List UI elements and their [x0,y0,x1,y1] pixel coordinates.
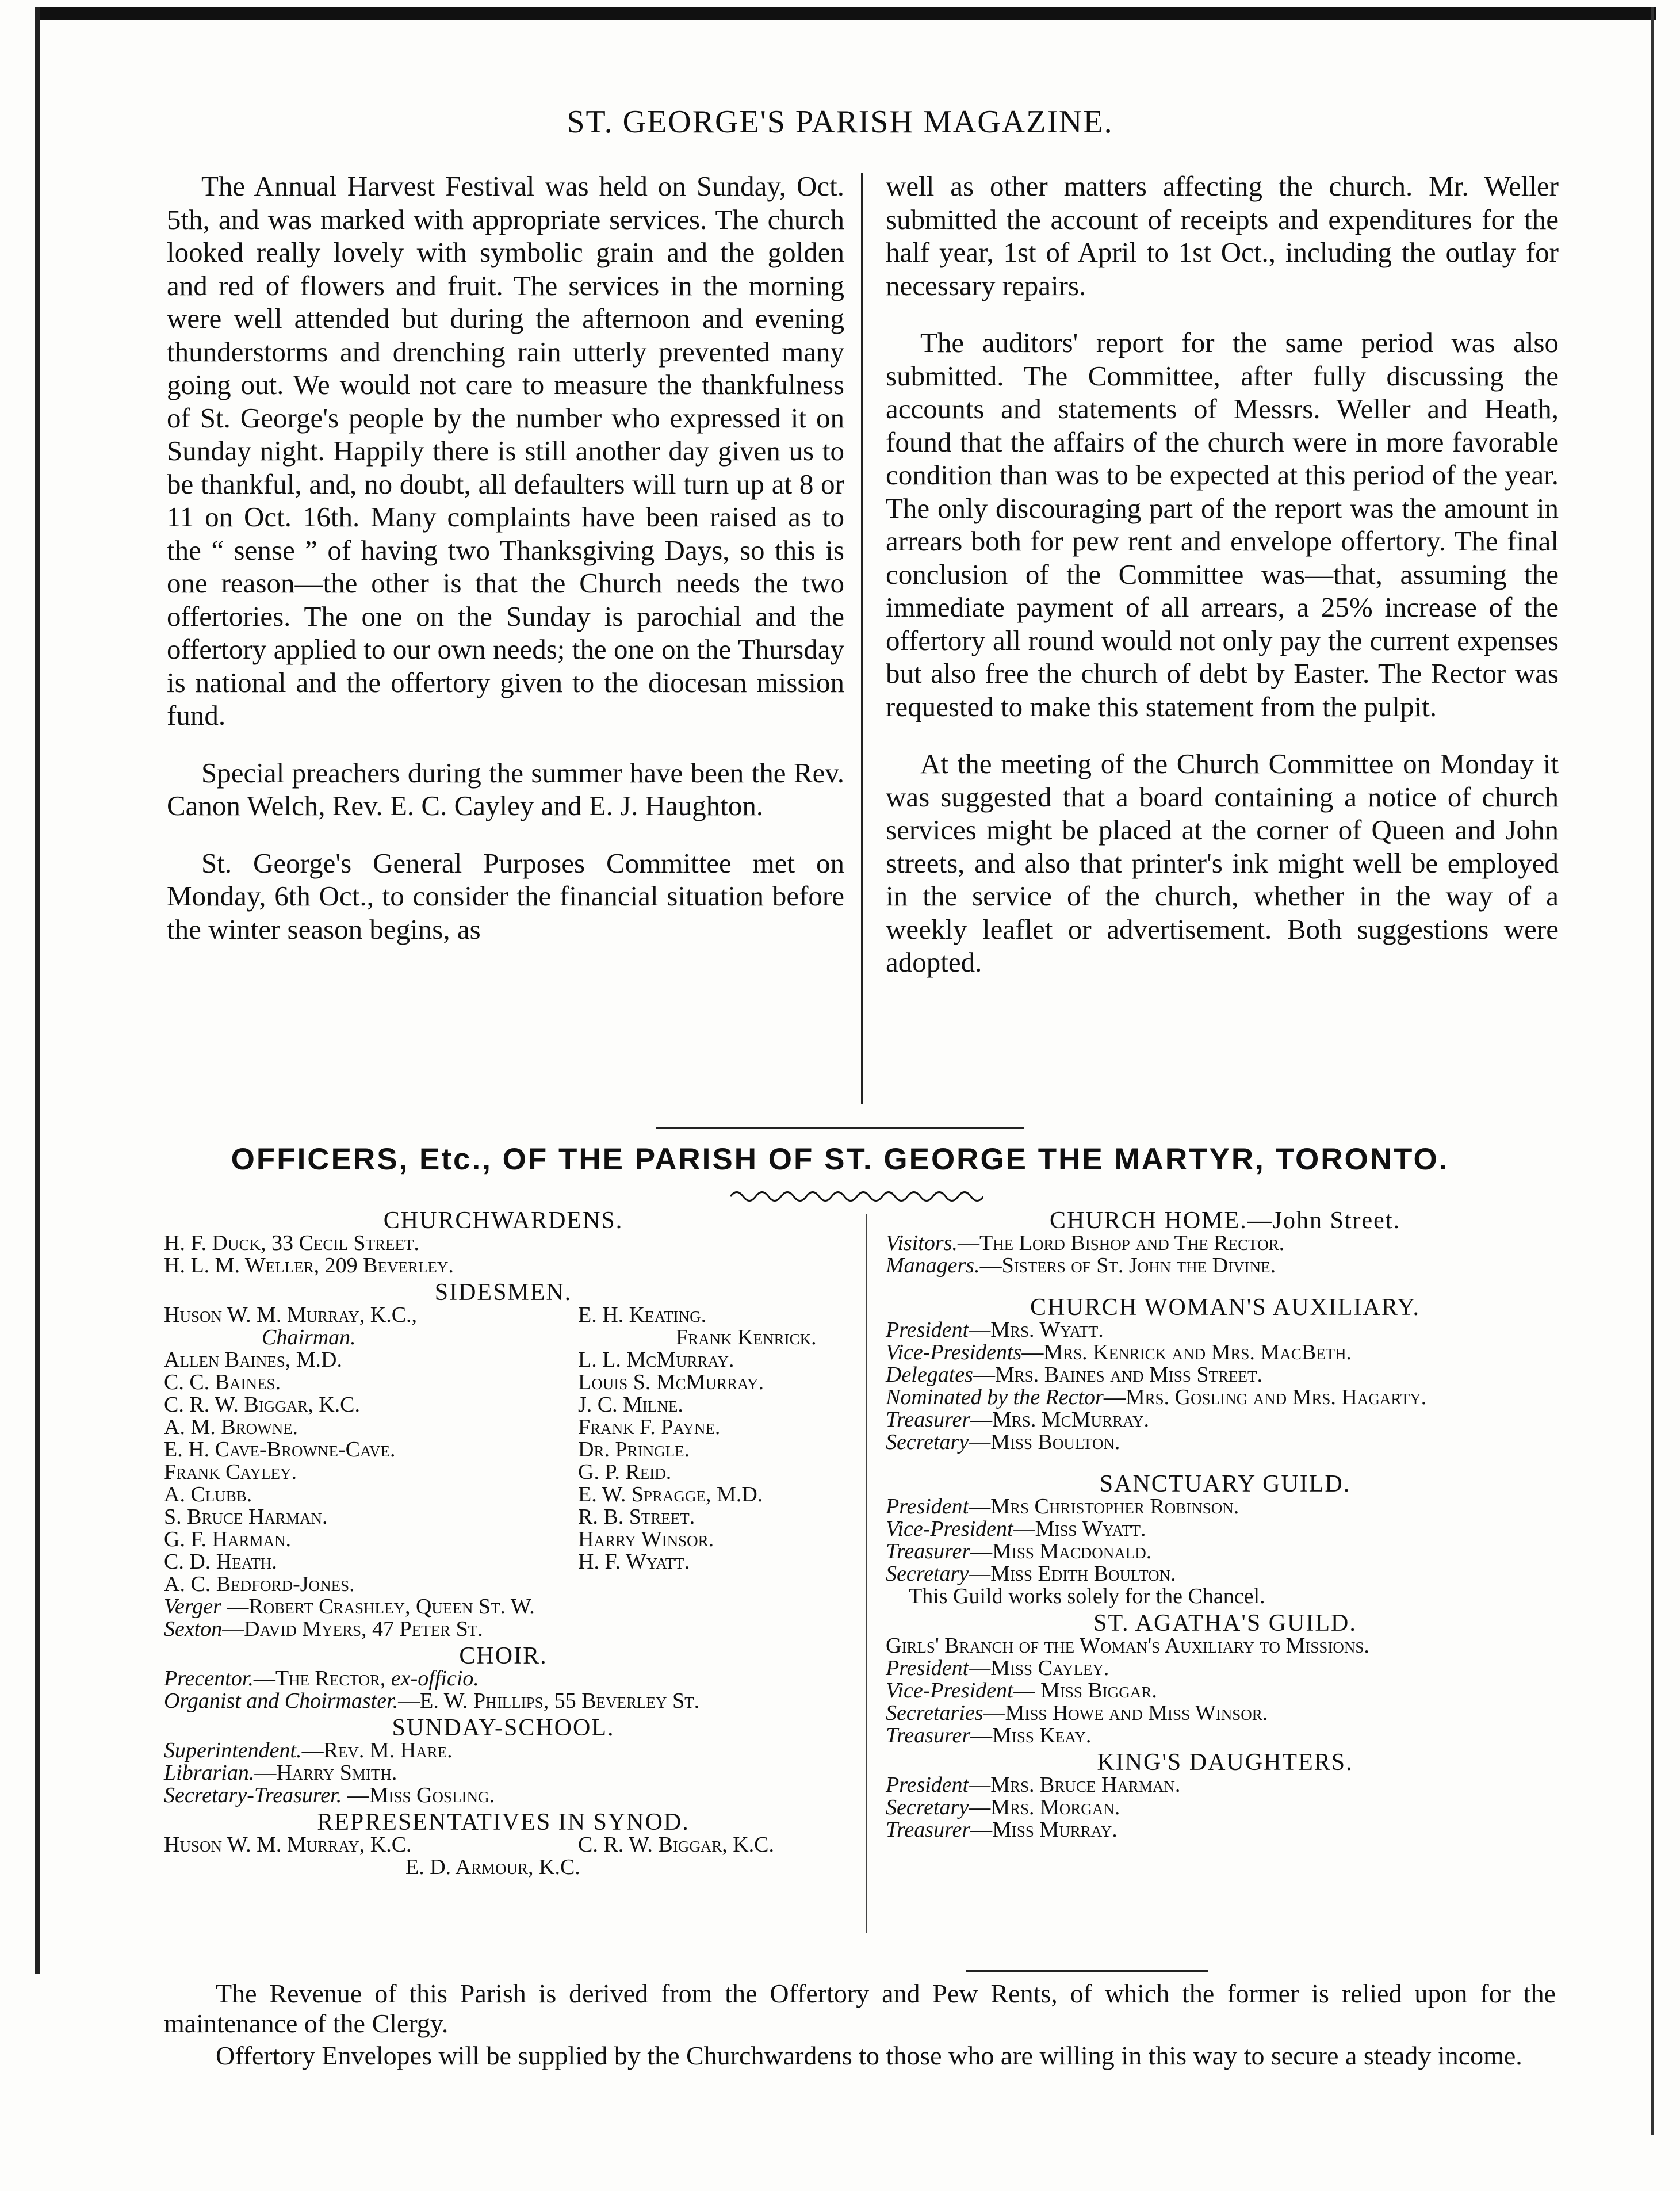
synod-member: E. D. Armour, K.C. [405,1855,580,1879]
sg-secretary-entry: Secretary—Miss Edith Boulton. [886,1562,1176,1586]
sidesman-name: H. F. Wyatt. [578,1550,690,1574]
envelopes-note: Offertory Envelopes will be supplied by the Churchwardens to those who are willing in this way to secure a steady income. [216,2041,1522,2070]
section-rule [656,1127,1024,1129]
st-agathas-subtitle: Girls' Branch of the Woman's Auxiliary to Missions. [886,1634,1369,1658]
sidesman-name: L. L. McMurray. [578,1348,734,1372]
sidesman-name: Frank Cayley. [164,1460,297,1484]
officers-section-title: OFFICERS, Etc., OF THE PARISH OF ST. GEORGE THE MARTYR, TORONTO. [231,1142,1449,1176]
organist-entry: Organist and Choirmaster.—E. W. Phillips, 55 Beverley St. [164,1689,700,1713]
wa-nominated-entry: Nominated by the Rector—Mrs. Gosling and Mrs. Hagarty. [886,1385,1427,1409]
sidesmen-row [164,1461,843,1483]
sidesman-name: Huson W. M. Murray, K.C., [164,1303,418,1327]
sexton-entry: Sexton—David Myers, 47 Peter St. [164,1617,483,1641]
kings-daughters-heading: KING'S DAUGHTERS. [1097,1749,1353,1776]
sidesman-name: Allen Baines, M.D. [164,1348,342,1372]
sidesman-name: C. C. Baines. [164,1370,281,1394]
right-border-rule [1651,7,1654,2135]
sg-president-entry: President—Mrs Christopher Robinson. [886,1494,1239,1519]
wa-treasurer-entry: Treasurer—Mrs. McMurray. [886,1408,1150,1432]
sidesman-name: Frank F. Payne. [578,1415,721,1439]
sidesman-name: A. M. Browne. [164,1415,299,1439]
synod-row [164,1834,843,1856]
sidesman-name: Louis S. McMurray. [578,1370,764,1394]
committee-meeting-paragraph: St. George's General Purposes Committee met on Monday, 6th Oct., to consider the financial situation before the winter season begins, as [167,847,844,945]
church-home-heading: CHURCH HOME.—John Street. [1049,1207,1400,1234]
top-border-rule [35,7,1656,20]
wa-secretary-entry: Secretary—Miss Boulton. [886,1430,1120,1454]
sanctuary-guild-note: This Guild works solely for the Chancel. [909,1584,1265,1608]
churchwarden-entry: H. F. Duck, 33 Cecil Street. [164,1231,419,1255]
sidesman-name: Dr. Pringle. [578,1437,690,1462]
officers-right-list [886,1205,1564,1841]
churchwarden-entry: H. L. M. Weller, 209 Beverley. [164,1253,454,1278]
managers-entry: Managers.—Sisters of St. John the Divine. [886,1253,1276,1278]
harvest-festival-paragraph: The Annual Harvest Festival was held on Sunday, Oct. 5th, and was marked with appropriate services. The church looked really lovely with symbolic grain and the golden and red of flowers and fruit. The services in the morning were well attended but during the afternoon and evening thunderstorms and drenching rain utterly prevented many going out. We would not care to measure the thankfulness of St. George's people by the number who expressed it on Sunday night. Happily there is still another day given us to be thankful, and, no doubt, all defaulters will turn up at 8 or 11 on Oct. 16th. Many complaints have been raised as to the “ sense ” of having two Thanksgiving Days, so this is one reason—the other is that the Church needs the two offertories. The one on the Sunday is parochial and the offertory applied to our own needs; the one on the Thursday is national and the offertory given to the diocesan mission fund. [167,170,844,731]
sag-treasurer-entry: Treasurer—Miss Keay. [886,1723,1092,1748]
wa-president-entry: President—Mrs. Wyatt. [886,1318,1104,1342]
sidesmen-row [164,1371,843,1394]
wavy-ornament [730,1188,983,1205]
sidesmen-row [164,1416,843,1439]
masthead-title: ST. GEORGE'S PARISH MAGAZINE. [567,104,1113,140]
sg-vice-president-entry: Vice-President—Miss Wyatt. [886,1517,1146,1541]
sag-president-entry: President—Miss Cayley. [886,1656,1109,1680]
churchwardens-heading: CHURCHWARDENS. [383,1207,623,1234]
sidesman-name: E. W. Spragge, M.D. [578,1482,763,1506]
special-preachers-paragraph: Special preachers during the summer have been the Rev. Canon Welch, Rev. E. C. Cayley and E. J. Haughton. [167,756,844,821]
column-divider [861,173,863,1104]
sanctuary-guild-heading: SANCTUARY GUILD. [1099,1471,1351,1497]
wa-vice-presidents-entry: Vice-Presidents—Mrs. Kenrick and Mrs. MacBeth. [886,1340,1352,1364]
sidesmen-row [164,1326,843,1349]
librarian-entry: Librarian.—Harry Smith. [164,1761,397,1785]
sidesmen-row [164,1551,843,1573]
sidesmen-row [164,1483,843,1506]
right-article-column [886,170,1559,1003]
kd-treasurer-entry: Treasurer—Miss Murray. [886,1818,1118,1842]
bottom-rule [966,1970,1208,1972]
sidesman-name: A. Clubb. [164,1482,252,1506]
chairman-label: Chairman. [262,1325,356,1349]
sidesmen-row [164,1349,843,1371]
sag-secretaries-entry: Secretaries—Miss Howe and Miss Winsor. [886,1701,1268,1725]
officers-column-divider [866,1214,867,1933]
auditors-report-paragraph: The auditors' report for the same period was also submitted. The Committee, after fully discussing the accounts and statements of Messrs. Weller and Heath, found that the affairs of the church were in more favorable condition than was to be expected at this period of the year. The only discouraging part of the report was the amount in arrears both for pew rent and envelope offertory. The final conclusion of the Committee was—that, assuming the immediate payment of all arrears, a 25% increase of the offertory all round would not only pay the current expenses but also free the church of debt by Easter. The Rector was requested to make this statement from the pulpit. [886,327,1559,722]
bottom-notes [164,1979,1556,2073]
sidesman-name: E. H. Keating. [578,1303,707,1327]
sidesmen-row [164,1394,843,1416]
sag-vice-president-entry: Vice-President— Miss Biggar. [886,1678,1157,1703]
spacer [886,1277,1564,1292]
sidesman-name: A. C. Bedford-Jones. [164,1572,355,1596]
kd-president-entry: President—Mrs. Bruce Harman. [886,1773,1181,1797]
sidesman-name: E. H. Cave-Browne-Cave. [164,1437,396,1462]
secretary-treasurer-entry: Secretary-Treasurer. —Miss Gosling. [164,1783,495,1807]
sidesman-name: R. B. Street. [578,1505,695,1529]
sg-treasurer-entry: Treasurer—Miss Macdonald. [886,1539,1152,1563]
womans-auxiliary-heading: CHURCH WOMAN'S AUXILIARY. [1030,1294,1420,1321]
synod-member: Huson W. M. Murray, K.C. [164,1833,412,1857]
sidesman-name: C. D. Heath. [164,1550,277,1574]
committee-continued-paragraph: well as other matters affecting the church. Mr. Weller submitted the account of receipts and expenditures for the half year, 1st of April to 1st Oct., including the outlay for necessary repairs. [886,170,1559,301]
sidesmen-row [164,1439,843,1461]
verger-entry: Verger —Robert Crashley, Queen St. W. [164,1595,535,1619]
kd-secretary-entry: Secretary—Mrs. Morgan. [886,1795,1120,1819]
choir-heading: CHOIR. [459,1643,548,1669]
spacer [886,1454,1564,1469]
sunday-school-heading: SUNDAY-SCHOOL. [392,1715,615,1741]
church-committee-paragraph: At the meeting of the Church Committee on Monday it was suggested that a board containing a notice of church services might be placed at the corner of Queen and John streets, and also that printer's ink might well be employed in the service of the church, whether in the way of a weekly leaflet or advertisement. Both suggestions were adopted. [886,748,1559,978]
synod-member: C. R. W. Biggar, K.C. [578,1833,775,1857]
sidesmen-row [164,1304,843,1326]
sidesman-name: G. P. Reid. [578,1460,672,1484]
synod-heading: REPRESENTATIVES IN SYNOD. [317,1809,690,1836]
revenue-note: The Revenue of this Parish is derived from the Offertory and Pew Rents, of which the former is relied upon for the maintenance of the Clergy. [164,1979,1556,2038]
sidesman-name: C. R. W. Biggar, K.C. [164,1393,361,1417]
left-border-rule [35,7,40,1974]
sidesman-name: Frank Kenrick. [676,1325,817,1349]
sidesman-name: J. C. Milne. [578,1393,683,1417]
sidesmen-heading: SIDESMEN. [434,1279,572,1306]
st-agathas-guild-heading: ST. AGATHA'S GUILD. [1093,1610,1357,1636]
wa-delegates-entry: Delegates—Mrs. Baines and Miss Street. [886,1363,1263,1387]
visitors-entry: Visitors.—The Lord Bishop and The Rector. [886,1231,1285,1255]
sidesmen-row [164,1528,843,1551]
sidesman-name: G. F. Harman. [164,1527,291,1551]
superintendent-entry: Superintendent.—Rev. M. Hare. [164,1738,453,1762]
officers-left-list [164,1205,843,1879]
sidesmen-row [164,1506,843,1528]
sidesman-name: S. Bruce Harman. [164,1505,328,1529]
precentor-entry: Precentor.—The Rector, ex-officio. [164,1666,479,1691]
left-article-column [167,170,844,970]
sidesman-name: Harry Winsor. [578,1527,714,1551]
